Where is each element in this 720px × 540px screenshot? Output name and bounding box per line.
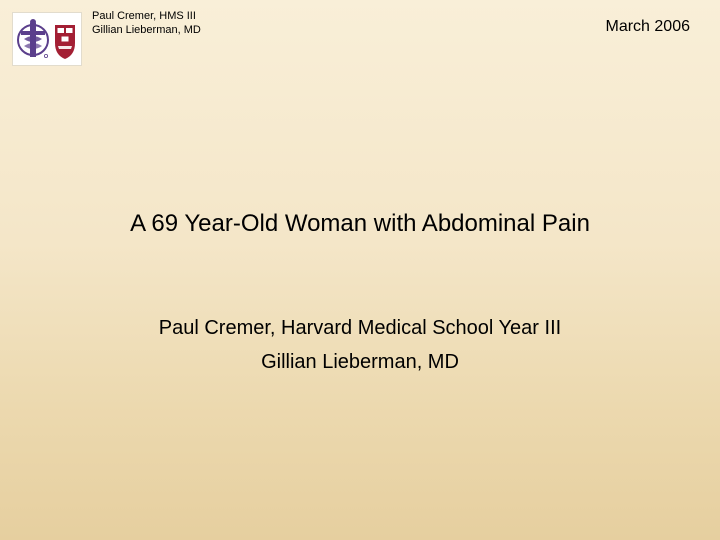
institution-logos xyxy=(12,12,82,66)
header-date: March 2006 xyxy=(605,18,690,35)
header-author-line-2: Gillian Lieberman, MD xyxy=(92,24,201,36)
subtitle-line-1: Paul Cremer, Harvard Medical School Year III xyxy=(158,317,562,339)
header-authors xyxy=(92,9,201,37)
harvard-shield-logo-icon xyxy=(55,25,75,59)
slide-title: A 69 Year-Old Woman with Abdominal Pain xyxy=(130,210,590,237)
slide-subtitle xyxy=(0,311,720,379)
header-author-line-1: Paul Cremer, HMS III xyxy=(92,10,196,22)
subtitle-line-2: Gillian Lieberman, MD xyxy=(261,351,459,373)
bidmc-crest-logo-icon xyxy=(18,19,48,58)
